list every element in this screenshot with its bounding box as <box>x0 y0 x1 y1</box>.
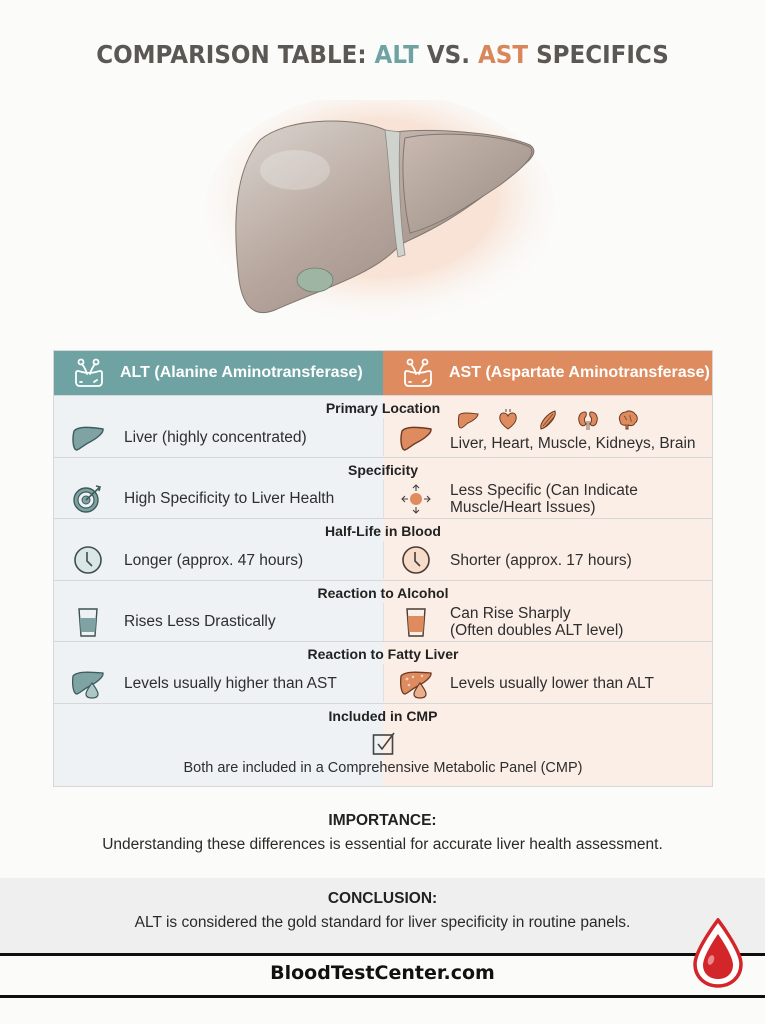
ast-cell <box>383 418 712 456</box>
ast-text-line1: Can Rise Sharply <box>450 604 571 622</box>
clock-icon <box>70 544 106 576</box>
conclusion-section <box>0 890 765 932</box>
ast-text: Levels usually lower than ALT <box>450 674 654 692</box>
alt-cell <box>54 418 383 456</box>
row-label: Specificity <box>347 461 419 478</box>
alt-text: Rises Less Drastically <box>124 613 276 630</box>
liver-icon <box>456 409 480 431</box>
ast-text <box>450 605 623 639</box>
header-ast-label: AST (Aspartate Aminotransferase) <box>449 364 710 381</box>
importance-section <box>0 812 765 854</box>
table-row-alcohol <box>54 580 712 642</box>
title-ast: AST <box>477 40 529 69</box>
kidneys-icon <box>576 409 600 431</box>
muscle-icon <box>536 409 560 431</box>
alt-text: Longer (approx. 47 hours) <box>124 551 304 569</box>
blood-drop-icon <box>692 918 744 988</box>
comparison-table <box>53 350 713 787</box>
title-suffix: SPECIFICS <box>528 40 669 69</box>
glass-icon <box>70 606 106 638</box>
ast-cell <box>383 664 712 702</box>
cmp-text: Both are included in a Comprehensive Metabolic Panel (CMP) <box>183 759 583 776</box>
row-label: Included in CMP <box>328 707 438 724</box>
table-row-half-life <box>54 518 712 580</box>
target-icon <box>70 483 106 515</box>
row-label: Primary Location <box>325 400 441 416</box>
clock-icon <box>398 544 434 576</box>
ast-text <box>450 482 638 516</box>
alt-cell <box>54 603 383 641</box>
ast-text-line2: (Often doubles ALT level) <box>450 621 624 639</box>
table-row-fatty-liver <box>54 641 712 703</box>
header-alt <box>54 351 383 395</box>
importance-text: Understanding these differences is essential for accurate liver health assessment. <box>102 836 663 853</box>
ast-cell <box>383 480 712 518</box>
checkbox-icon <box>372 732 396 756</box>
enzyme-icon <box>72 358 106 388</box>
glass-icon <box>398 606 434 638</box>
brand-link[interactable]: BloodTestCenter.com <box>270 962 495 984</box>
liver-icon <box>70 421 106 453</box>
organ-list <box>450 423 696 452</box>
header-ast <box>383 351 712 395</box>
row-label: Half-Life in Blood <box>325 523 441 539</box>
alt-cell <box>54 664 383 702</box>
ast-text-line1: Less Specific (Can Indicate <box>450 481 638 499</box>
alt-cell <box>54 541 383 579</box>
ast-text-line2: Muscle/Heart Issues) <box>450 498 596 516</box>
table-row-cmp <box>54 703 712 783</box>
conclusion-heading: CONCLUSION: <box>327 890 438 907</box>
row-label: Reaction to Alcohol <box>317 584 449 601</box>
scatter-arrows-icon <box>398 483 434 515</box>
table-header <box>54 351 712 395</box>
table-row-primary-location <box>54 395 712 457</box>
liver-icon <box>398 421 434 453</box>
ast-text: Liver, Heart, Muscle, Kidneys, Brain <box>450 434 696 452</box>
footer-divider-top <box>0 953 765 956</box>
heart-icon <box>496 409 520 431</box>
ast-cell <box>383 541 712 579</box>
header-alt-label: ALT (Alanine Aminotransferase) <box>120 364 363 381</box>
alt-text: Liver (highly concentrated) <box>124 428 307 446</box>
title-alt: ALT <box>374 40 419 69</box>
alt-text: High Specificity to Liver Health <box>124 490 335 507</box>
ast-text: Shorter (approx. 17 hours) <box>450 551 632 569</box>
alt-text: Levels usually higher than AST <box>124 674 337 692</box>
title-prefix: COMPARISON TABLE: <box>96 40 375 69</box>
page-title <box>31 40 735 69</box>
conclusion-text: ALT is considered the gold standard for liver specificity in routine panels. <box>134 914 631 931</box>
importance-heading: IMPORTANCE: <box>328 812 437 829</box>
alt-cell <box>54 480 383 518</box>
footer-divider-bottom <box>0 995 765 998</box>
fatty-liver-icon <box>398 667 434 699</box>
table-row-specificity <box>54 457 712 519</box>
enzyme-icon <box>401 358 435 388</box>
fatty-liver-icon <box>70 667 106 699</box>
organ-icons <box>456 409 696 431</box>
ast-cell <box>383 603 712 641</box>
title-vs: VS. <box>418 40 478 69</box>
liver-illustration <box>200 100 560 330</box>
row-label: Reaction to Fatty Liver <box>307 646 459 662</box>
brain-icon <box>616 409 640 431</box>
